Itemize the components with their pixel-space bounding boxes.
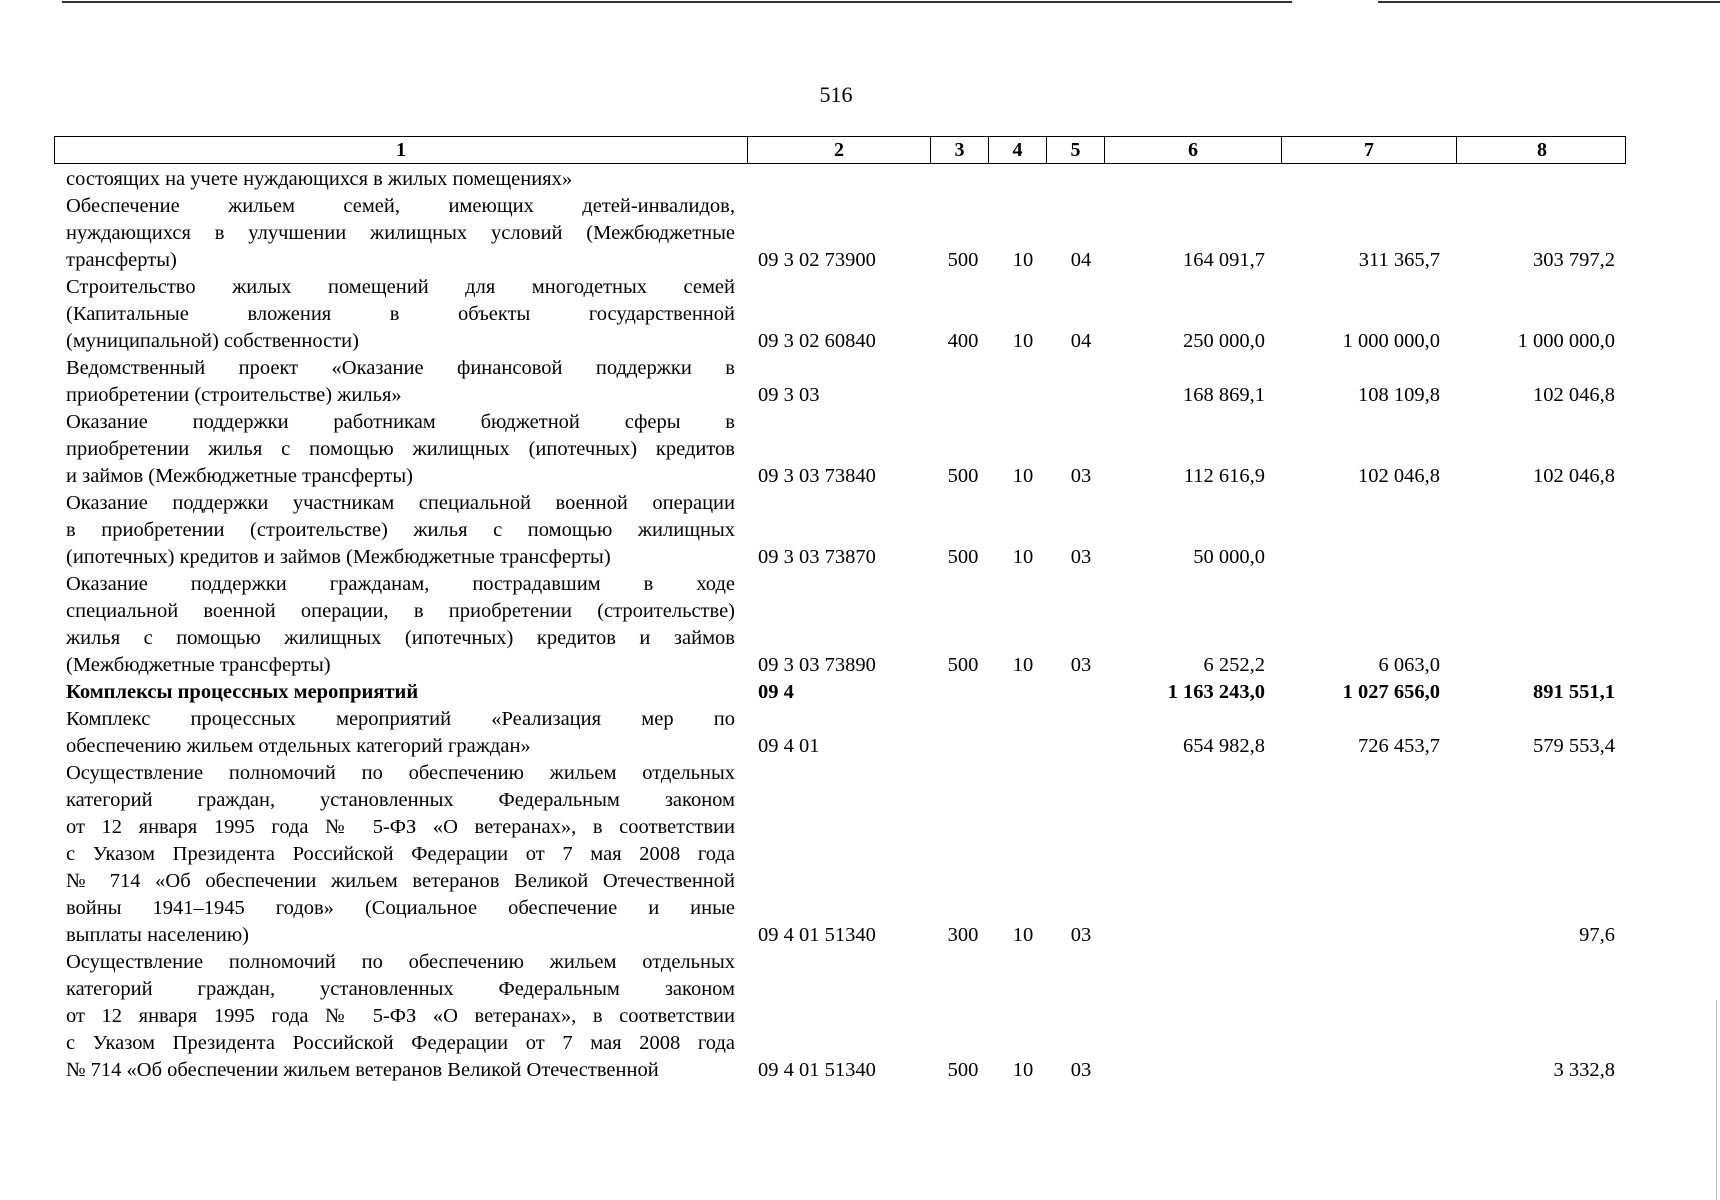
row-code: 09 4 01 51340 — [758, 1059, 876, 1081]
row-code: 09 3 03 73870 — [758, 546, 876, 568]
row-amount-col8: 891 551,1 — [1533, 681, 1615, 703]
row-amount-col7: 1 027 656,0 — [1342, 681, 1440, 703]
table-row — [0, 193, 1720, 274]
row-description — [66, 274, 735, 355]
row-description — [66, 193, 735, 274]
row-amount-col6: 164 091,7 — [1183, 249, 1265, 271]
column-header-2: 2 — [747, 137, 930, 163]
table-row — [0, 571, 1720, 679]
row-description — [66, 409, 735, 490]
description-line: с Указом Президента Российской Федерации от 7 мая 2008 года — [66, 1032, 735, 1054]
row-amount-col8: 97,6 — [1579, 924, 1615, 946]
row-code: 09 4 01 — [758, 735, 820, 757]
row-description — [66, 490, 735, 571]
row-code: 09 3 03 — [758, 384, 820, 406]
page-number: 516 — [819, 82, 853, 107]
row-amount-col6: 168 869,1 — [1183, 384, 1265, 406]
row-amount-col8: 1 000 000,0 — [1517, 330, 1615, 352]
table-row — [0, 706, 1720, 760]
row-section: 10 — [1012, 465, 1034, 487]
table-row — [0, 409, 1720, 490]
description-line: Осуществление полномочий по обеспечению жильем отдельных — [66, 951, 735, 973]
description-line: приобретении жилья с помощью жилищных (ипотечных) кредитов — [66, 438, 735, 460]
description-line: Осуществление полномочий по обеспечению жильем отдельных — [66, 762, 735, 784]
description-line: состоящих на учете нуждающихся в жилых помещениях» — [66, 168, 573, 190]
row-amount-col8: 102 046,8 — [1533, 384, 1615, 406]
column-header-6: 6 — [1104, 137, 1281, 163]
row-expense-type: 500 — [947, 1059, 979, 1081]
description-line: Оказание поддержки гражданам, пострадавшим в ходе — [66, 573, 735, 595]
row-description — [66, 355, 735, 409]
description-line: № 714 «Об обеспечении жильем ветеранов Великой Отечественной — [66, 870, 735, 892]
column-header-5: 5 — [1046, 137, 1104, 163]
table-row — [0, 166, 1720, 193]
row-description — [66, 760, 735, 949]
column-header-row — [54, 136, 1626, 164]
description-line: нуждающихся в улучшении жилищных условий (Межбюджетные — [66, 222, 735, 244]
description-line: выплаты населению) — [66, 924, 250, 946]
table-row — [0, 355, 1720, 409]
table-row — [0, 679, 1720, 706]
row-code: 09 4 — [758, 681, 794, 703]
row-description — [66, 949, 735, 1084]
description-line: жилья с помощью жилищных (ипотечных) кредитов и займов — [66, 627, 735, 649]
column-header-4: 4 — [988, 137, 1046, 163]
row-section: 10 — [1012, 330, 1034, 352]
row-subsection: 04 — [1070, 249, 1092, 271]
description-line: приобретении (строительстве) жилья» — [66, 384, 402, 406]
description-line: Обеспечение жильем семей, имеющих детей-инвалидов, — [66, 195, 735, 217]
description-line: Комплекс процессных мероприятий «Реализация мер по — [66, 708, 735, 730]
row-amount-col7: 726 453,7 — [1358, 735, 1440, 757]
row-subsection: 03 — [1070, 924, 1092, 946]
description-line: (ипотечных) кредитов и займов (Межбюджетные трансферты) — [66, 546, 611, 568]
row-expense-type: 500 — [947, 249, 979, 271]
description-line: трансферты) — [66, 249, 177, 271]
description-line: № 714 «Об обеспечении жильем ветеранов Великой Отечественной — [66, 1059, 659, 1081]
row-amount-col8: 3 332,8 — [1553, 1059, 1615, 1081]
description-line: Оказание поддержки работникам бюджетной сферы в — [66, 411, 735, 433]
row-amount-col8: 102 046,8 — [1533, 465, 1615, 487]
description-line: войны 1941–1945 годов» (Социальное обеспечение и иные — [66, 897, 735, 919]
table-row — [0, 760, 1720, 949]
row-description — [66, 571, 735, 679]
row-amount-col6: 112 616,9 — [1183, 465, 1265, 487]
description-line: от 12 января 1995 года № 5-ФЗ «О ветеранах», в соответствии — [66, 816, 735, 838]
row-description — [66, 679, 735, 706]
description-line: в приобретении (строительстве) жилья с помощью жилищных — [66, 519, 735, 541]
row-subsection: 04 — [1070, 330, 1092, 352]
row-section: 10 — [1012, 249, 1034, 271]
row-amount-col6: 50 000,0 — [1193, 546, 1265, 568]
row-subsection: 03 — [1070, 465, 1092, 487]
description-line: категорий граждан, установленных Федеральным законом — [66, 789, 735, 811]
row-expense-type: 500 — [947, 546, 979, 568]
row-amount-col8: 303 797,2 — [1533, 249, 1615, 271]
row-expense-type: 500 — [947, 465, 979, 487]
scan-top-rule — [1378, 1, 1720, 3]
description-line: категорий граждан, установленных Федеральным законом — [66, 978, 735, 1000]
description-line: Ведомственный проект «Оказание финансовой поддержки в — [66, 357, 735, 379]
row-subsection: 03 — [1070, 654, 1092, 676]
row-amount-col7: 102 046,8 — [1358, 465, 1440, 487]
row-amount-col7: 1 000 000,0 — [1342, 330, 1440, 352]
row-subsection: 03 — [1070, 1059, 1092, 1081]
description-line: с Указом Президента Российской Федерации от 7 мая 2008 года — [66, 843, 735, 865]
row-amount-col7: 311 365,7 — [1358, 249, 1440, 271]
row-code: 09 3 02 60840 — [758, 330, 876, 352]
row-amount-col6: 1 163 243,0 — [1167, 681, 1265, 703]
row-amount-col6: 654 982,8 — [1183, 735, 1265, 757]
row-expense-type: 300 — [947, 924, 979, 946]
description-line: (Капитальные вложения в объекты государственной — [66, 303, 735, 325]
row-section: 10 — [1012, 924, 1034, 946]
row-expense-type: 400 — [947, 330, 979, 352]
row-expense-type: 500 — [947, 654, 979, 676]
row-code: 09 4 01 51340 — [758, 924, 876, 946]
description-line: специальной военной операции, в приобретении (строительстве) — [66, 600, 735, 622]
row-amount-col6: 250 000,0 — [1183, 330, 1265, 352]
table-row — [0, 949, 1720, 1084]
row-code: 09 3 03 73840 — [758, 465, 876, 487]
row-section: 10 — [1012, 546, 1034, 568]
description-line: от 12 января 1995 года № 5-ФЗ «О ветеранах», в соответствии — [66, 1005, 735, 1027]
description-line: Комплексы процессных мероприятий — [66, 681, 419, 703]
scan-top-rule — [62, 1, 1292, 3]
column-header-1: 1 — [396, 139, 406, 161]
row-amount-col8: 579 553,4 — [1533, 735, 1615, 757]
description-line: Оказание поддержки участникам специальной военной операции — [66, 492, 735, 514]
row-subsection: 03 — [1070, 546, 1092, 568]
table-row — [0, 274, 1720, 355]
row-code: 09 3 03 73890 — [758, 654, 876, 676]
row-section: 10 — [1012, 1059, 1034, 1081]
column-header-3: 3 — [930, 137, 988, 163]
row-section: 10 — [1012, 654, 1034, 676]
description-line: и займов (Межбюджетные трансферты) — [66, 465, 413, 487]
row-code: 09 3 02 73900 — [758, 249, 876, 271]
description-line: Строительство жилых помещений для многодетных семей — [66, 276, 735, 298]
row-description — [66, 706, 735, 760]
table-row — [0, 490, 1720, 571]
description-line: обеспечению жильем отдельных категорий граждан» — [66, 735, 531, 757]
row-description — [66, 166, 735, 193]
description-line: (муниципальной) собственности) — [66, 330, 359, 352]
row-amount-col7: 6 063,0 — [1378, 654, 1440, 676]
column-header-7: 7 — [1281, 137, 1456, 163]
description-line: (Межбюджетные трансферты) — [66, 654, 331, 676]
row-amount-col7: 108 109,8 — [1358, 384, 1440, 406]
column-header-8: 8 — [1456, 137, 1627, 163]
row-amount-col6: 6 252,2 — [1203, 654, 1265, 676]
